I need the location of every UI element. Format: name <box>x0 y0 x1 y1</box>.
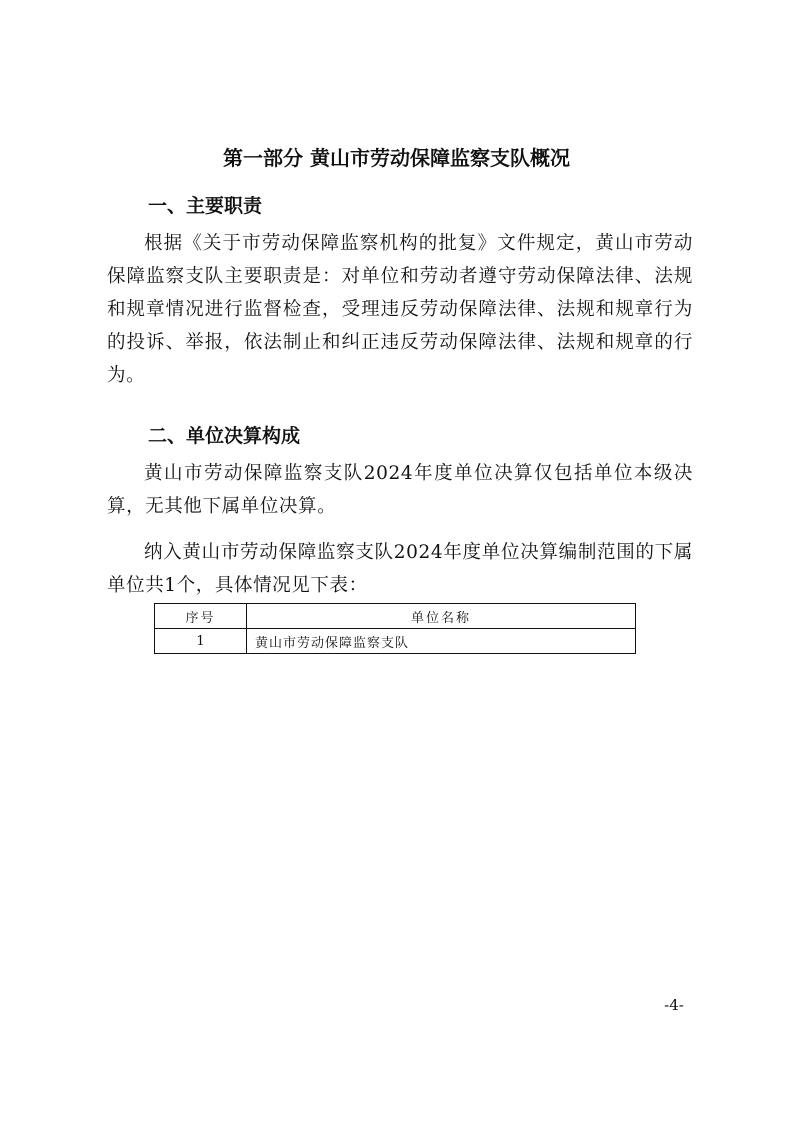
page-title: 第一部分 黄山市劳动保障监察支队概况 <box>223 146 570 170</box>
table-header-row <box>155 604 636 629</box>
table-cell-unit-name: 黄山市劳动保障监察支队 <box>247 629 636 654</box>
section-heading-budget-composition: 二、单位决算构成 <box>148 425 301 447</box>
budget-composition-paragraph-2: 纳入黄山市劳动保障监察支队2024年度单位决算编制范围的下属单位共1个，具体情况见下表： <box>107 542 693 596</box>
table-row <box>155 629 636 654</box>
budget-composition-paragraph-1: 黄山市劳动保障监察支队2024年度单位决算仅包括单位本级决算，无其他下属单位决算。 <box>107 463 693 517</box>
page-number: -4- <box>664 996 684 1014</box>
column-header-unit-name: 单位名称 <box>247 604 636 629</box>
column-header-index: 序号 <box>155 604 247 629</box>
subordinate-units-table <box>154 603 636 654</box>
section-heading-main-duties: 一、主要职责 <box>148 195 263 217</box>
table-cell-index: 1 <box>155 629 247 654</box>
main-duties-paragraph: 根据《关于市劳动保障监察机构的批复》文件规定，黄山市劳动保障监察支队主要职责是：对单位和劳动者遵守劳动保障法律、法规和规章情况进行监督检查，受理违反劳动保障法律、法规和规章行为的投诉、举报，依法制止和纠正违反劳动保障法律、法规和规章的行为。 <box>107 233 693 386</box>
